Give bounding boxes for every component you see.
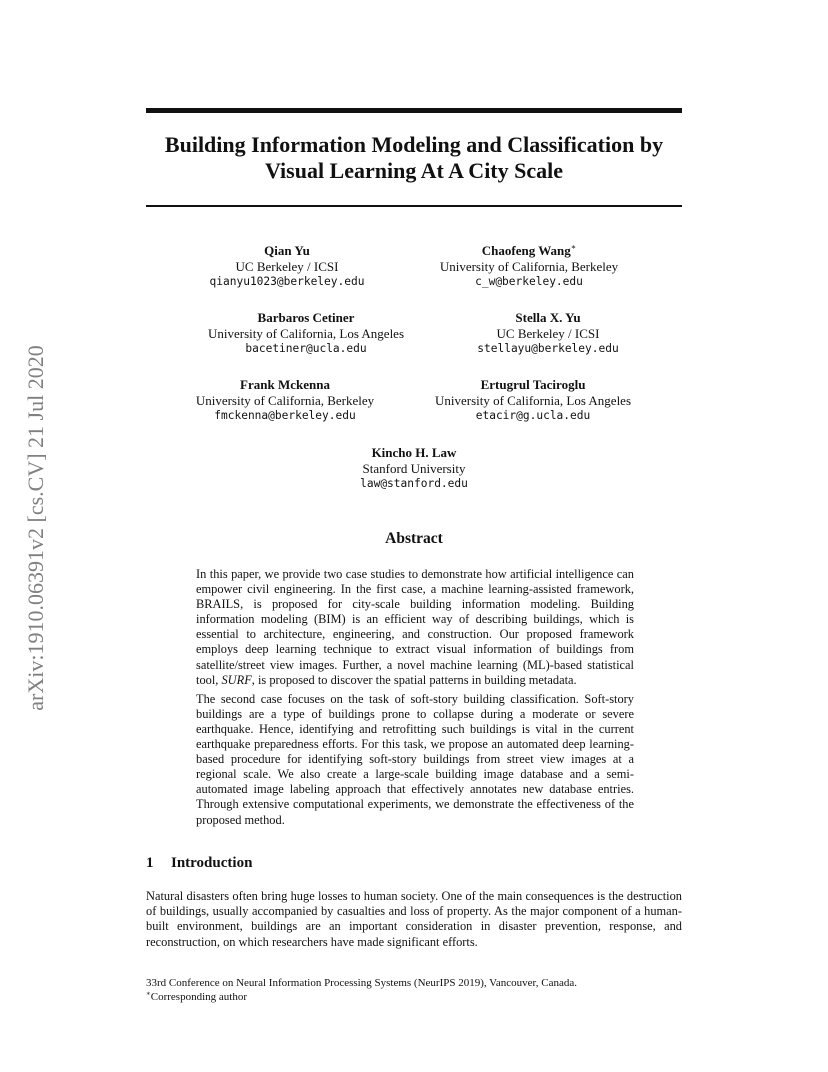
section-number: 1	[146, 855, 154, 871]
title-line-1: Building Information Modeling and Classification by	[164, 132, 664, 157]
author-email: law@stanford.edu	[360, 477, 468, 490]
section-heading	[146, 855, 682, 872]
author-name: Stella X. Yu	[515, 310, 581, 325]
corresponding-footnote	[146, 988, 682, 1005]
corresponding-mark: ∗	[570, 242, 577, 252]
title-bottom-rule	[146, 205, 682, 207]
abstract-heading: Abstract	[385, 530, 443, 547]
author-affiliation: Stanford University	[362, 460, 466, 476]
author-name: Frank Mckenna	[240, 377, 330, 392]
author-affiliation: University of California, Berkeley	[439, 258, 619, 274]
section-title: Introduction	[171, 855, 253, 871]
author-name: Chaofeng Wang	[481, 243, 571, 258]
abstract-paragraph: The second case focuses on the task of soft-story building classification. Soft-story buildings are a type of buildings prone to collapse during a moderate or severe earthquake. Hence, identifying and retrofitting such buildings is vital in the current earthquake preparedness efforts. For this task, we propose an automated deep learning-based procedure for identifying soft-story buildings from street view images at a regional scale. We also create a large-scale building image database and a semi-automated image labeling approach that effectively annotates new database entries. Through extensive computational experiments, we demonstrate the effectiveness of the proposed method.	[196, 691, 634, 827]
author-block	[264, 445, 564, 492]
author-name-line	[379, 243, 679, 259]
abstract-text: In this paper, we provide two case studies to demonstrate how artificial intelligence can empower civil engineering. In the first case, a machine learning-assisted framework, BRAILS, is proposed for city-scale building information modeling. Building information modeling (BIM) is an efficient way of describing buildings, which is essential to architecture, engineering, and construction. Our proposed framework employs deep learning technique to extract visual information of buildings from satellite/street view images. Further, a novel machine learning (ML)-based statistical tool,	[196, 567, 634, 687]
introduction-body	[146, 889, 682, 950]
author-block	[379, 243, 679, 290]
arxiv-stamp: arXiv:1910.06391v2 [cs.CV] 21 Jul 2020	[23, 345, 48, 711]
author-block	[398, 310, 698, 357]
footnotes	[146, 977, 682, 1004]
footnote-mark: ∗	[146, 988, 151, 997]
author-name: Qian Yu	[264, 243, 310, 258]
abstract-paragraph	[196, 567, 634, 688]
author-affiliation: University of California, Berkeley	[195, 392, 375, 408]
paper-title	[146, 132, 682, 184]
author-affiliation: University of California, Los Angeles	[207, 325, 405, 341]
author-name: Ertugrul Taciroglu	[480, 377, 586, 392]
abstract-text: , is proposed to discover the spatial patterns in building metadata.	[251, 672, 577, 687]
author-email: c_w@berkeley.edu	[475, 275, 583, 288]
abstract-body	[196, 567, 634, 832]
footnote-text: Corresponding author	[150, 990, 247, 1003]
author-email: etacir@g.ucla.edu	[475, 409, 591, 422]
author-block	[383, 377, 683, 424]
author-affiliation: University of California, Los Angeles	[434, 392, 632, 408]
author-affiliation: UC Berkeley / ICSI	[496, 325, 600, 341]
conference-footnote: 33rd Conference on Neural Information Processing Systems (NeurIPS 2019), Vancouver, Canada.	[146, 977, 578, 989]
author-name: Kincho H. Law	[371, 445, 457, 460]
title-top-rule	[146, 108, 682, 113]
author-affiliation: UC Berkeley / ICSI	[235, 258, 339, 274]
author-email: bacetiner@ucla.edu	[245, 342, 367, 355]
title-line-2: Visual Learning At A City Scale	[264, 158, 564, 183]
author-name: Barbaros Cetiner	[257, 310, 355, 325]
surf-emphasis: SURF	[221, 672, 252, 687]
body-paragraph: Natural disasters often bring huge losses to human society. One of the main consequences is the destruction of buildings, usually accompanied by casualties and loss of property. As the major component of a human-built environment, buildings are an important consideration in disaster prevention, response, and reconstruction, on which researchers have made significant efforts.	[146, 889, 682, 949]
author-email: stellayu@berkeley.edu	[477, 342, 619, 355]
author-email: fmckenna@berkeley.edu	[214, 409, 356, 422]
author-email: qianyu1023@berkeley.edu	[209, 275, 365, 288]
